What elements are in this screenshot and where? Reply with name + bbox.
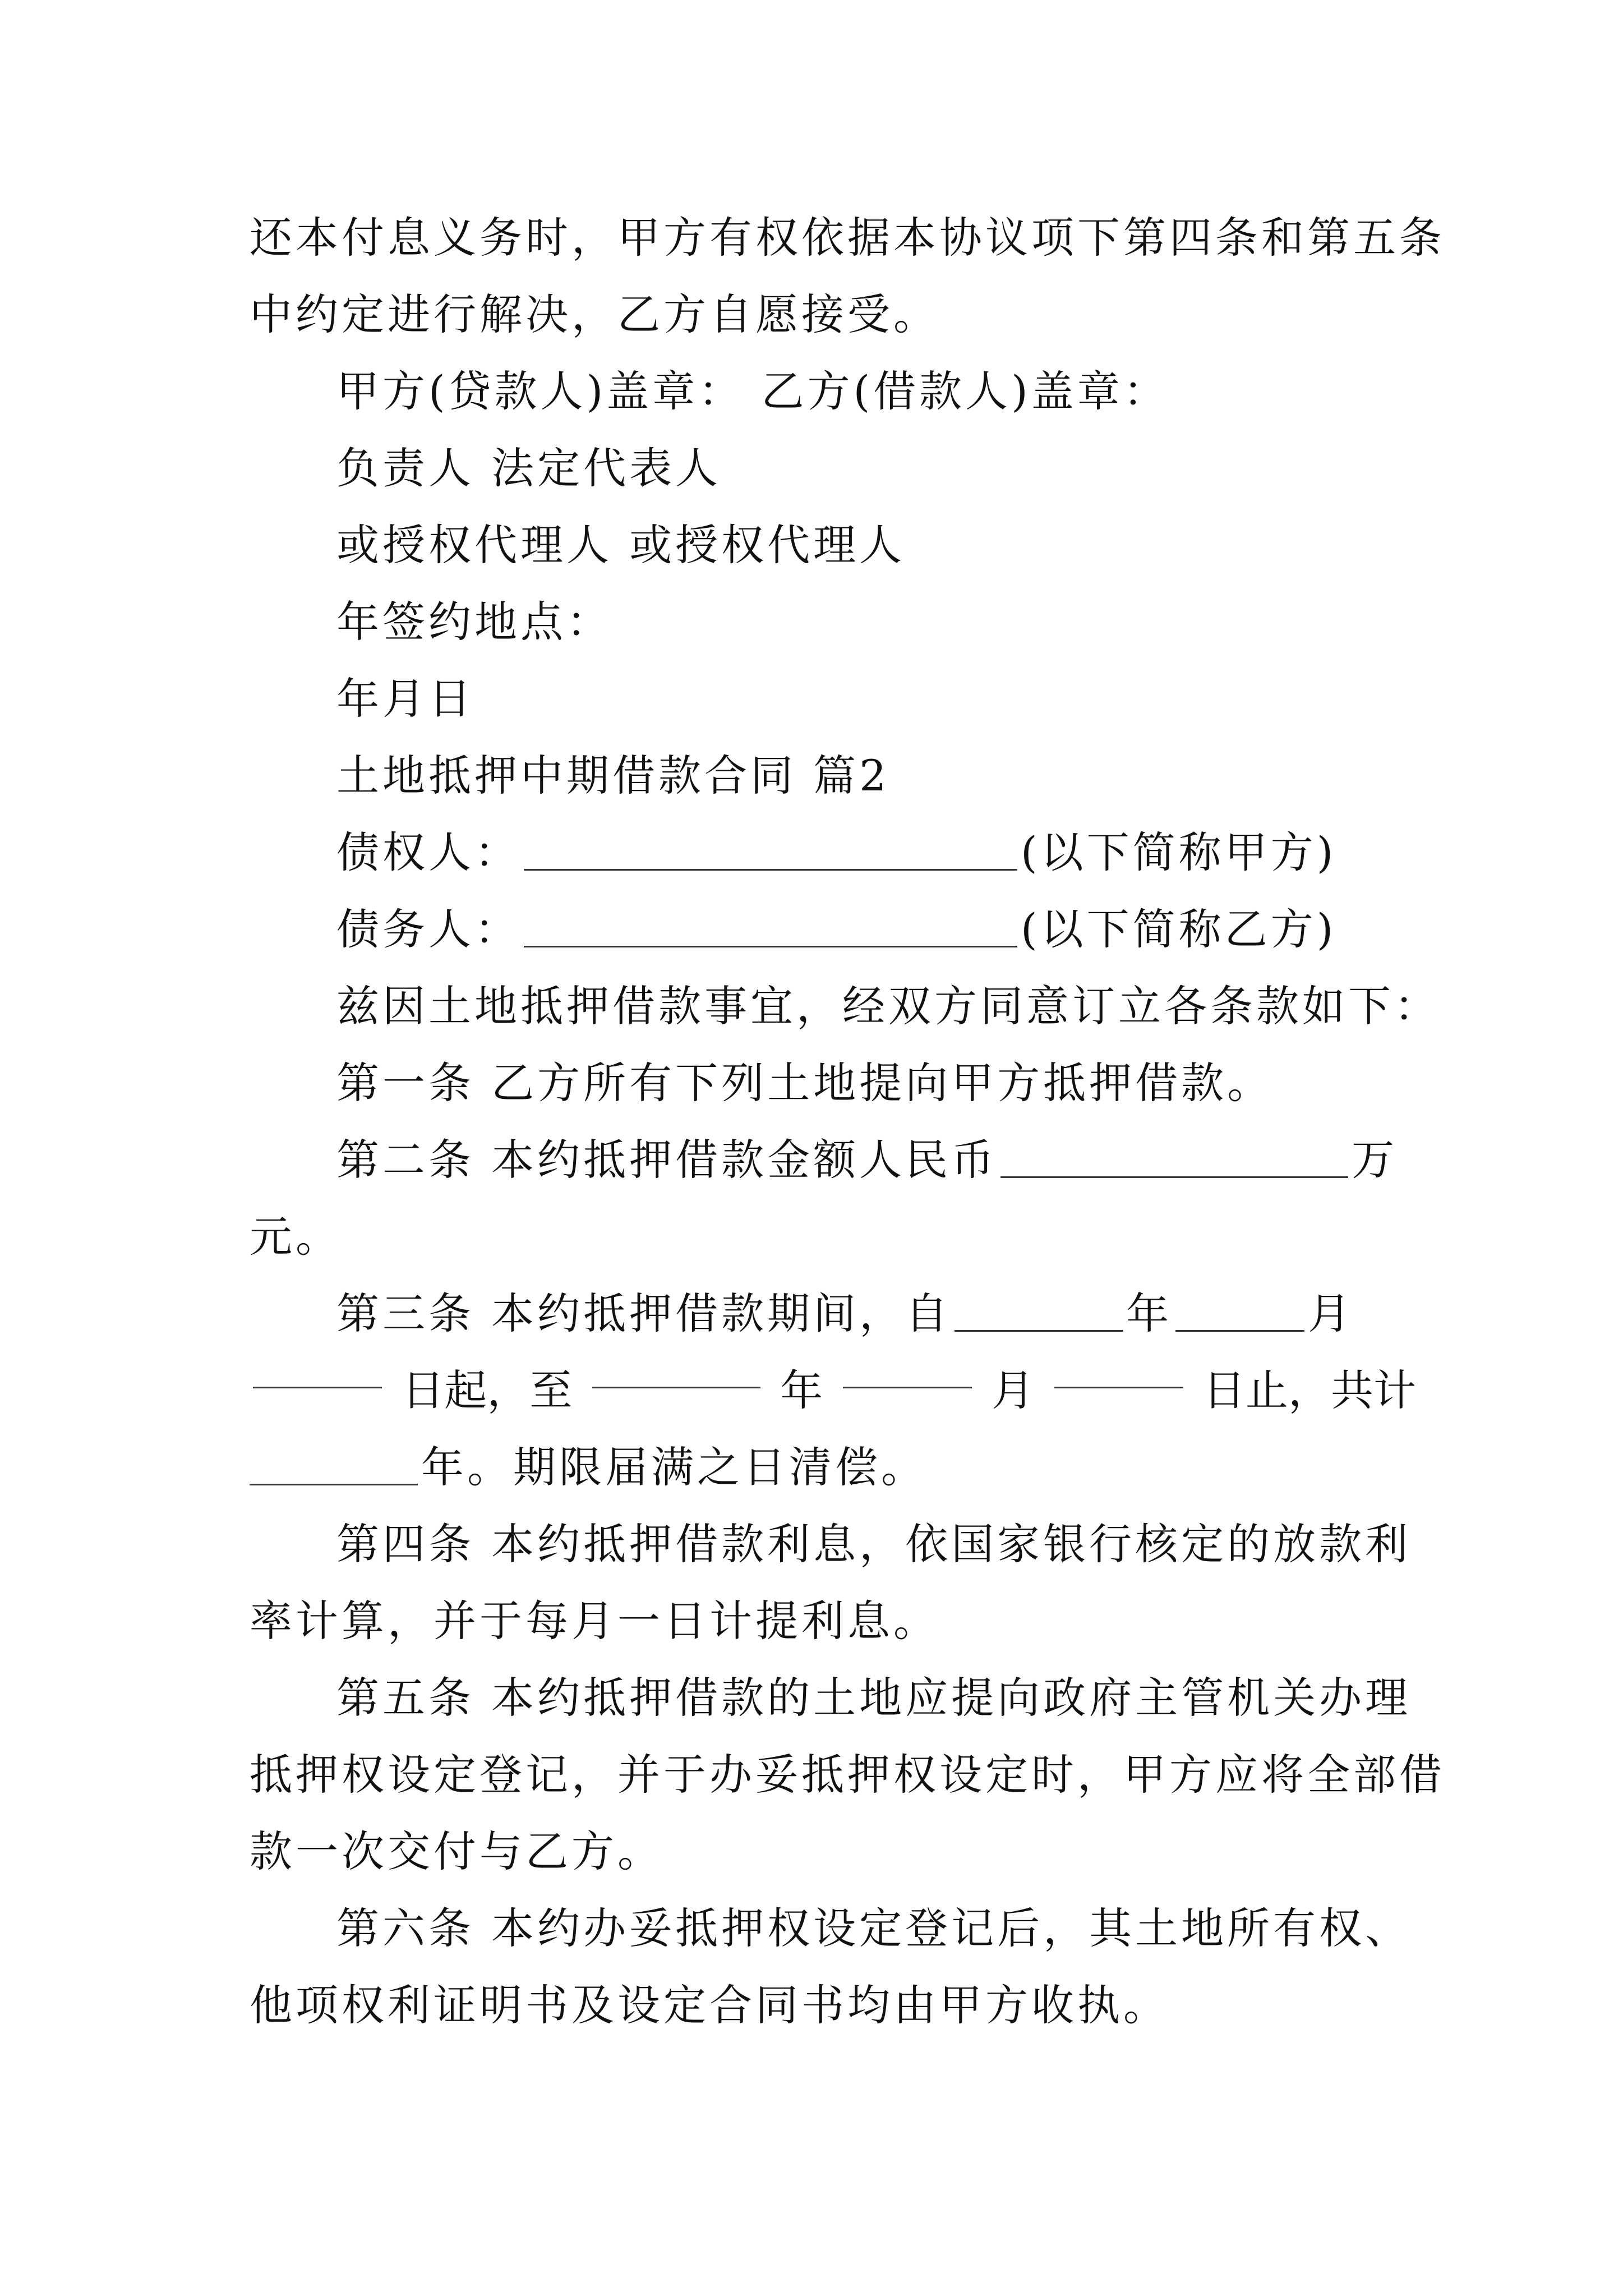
creditor-line [250, 814, 1416, 891]
signature-responsible: 负责人 法定代表人 [336, 443, 722, 493]
signature-parties: 甲方(贷款人)盖章： 乙方(借款人)盖章： [336, 366, 1169, 416]
clause-5-line-1: 第五条 本约抵押借款的土地应提向政府主管机关办理 [336, 1673, 1412, 1723]
end-day-blank [1054, 1352, 1183, 1388]
paragraph-line: 还本付息义务时，甲方有权依据本协议项下第四条和第五条 [250, 213, 1445, 263]
clause-2-unit: 万 [1352, 1135, 1398, 1185]
amount-blank [1000, 1142, 1348, 1178]
clause-3-line-2 [250, 1352, 1416, 1429]
creditor-suffix: (以下简称甲方) [1021, 827, 1337, 877]
signing-date: 年月日 [336, 674, 474, 724]
start-month-blank [1175, 1295, 1304, 1332]
clause-3-year: 年 [1126, 1289, 1173, 1338]
clause-3-end: 年。期限届满之日清偿。 [421, 1442, 927, 1492]
creditor-blank [524, 834, 1017, 871]
clause-3-line-3 [250, 1429, 1416, 1506]
clause-1: 第一条 乙方所有下列土地提向甲方抵押借款。 [336, 1058, 1274, 1108]
clause-2-text: 第二条 本约抵押借款金额人民币 [336, 1135, 998, 1185]
clause-4-line-1: 第四条 本约抵押借款利息，依国家银行核定的放款利 [336, 1519, 1412, 1569]
document-body [250, 199, 1445, 2044]
clause-5-line-3: 款一次交付与乙方。 [250, 1826, 663, 1876]
clause-2-line [250, 1121, 1416, 1198]
debtor-line [250, 891, 1416, 968]
signing-place: 年签约地点： [336, 597, 612, 647]
clause-6-line-2: 他项权利证明书及设定合同书均由甲方收执。 [250, 1980, 1169, 2030]
paragraph-line: 中约定进行解决，乙方自愿接受。 [250, 289, 939, 339]
clause-3-year-2: 年 [780, 1365, 823, 1415]
debtor-suffix: (以下简称乙方) [1021, 904, 1337, 954]
debtor-blank [524, 911, 1017, 947]
clause-3-line-1 [250, 1275, 1416, 1352]
clause-3-text: 第三条 本约抵押借款期间，自 [336, 1289, 952, 1338]
clauses-intro: 兹因土地抵押借款事宜，经双方同意订立各条款如下： [336, 981, 1440, 1031]
start-year-blank [955, 1295, 1123, 1332]
total-years-blank [250, 1449, 418, 1485]
clause-3-month-2: 月 [992, 1365, 1035, 1415]
signature-agent: 或授权代理人 或授权代理人 [336, 520, 906, 570]
clause-4-line-2: 率计算，并于每月一日计提利息。 [250, 1596, 939, 1646]
end-month-blank [843, 1352, 972, 1388]
start-day-blank [253, 1352, 382, 1388]
clause-3-month: 月 [1308, 1289, 1354, 1338]
clause-3-day-to: 日止，共计 [1202, 1365, 1416, 1415]
clause-5-line-2: 抵押权设定登记，并于办妥抵押权设定时，甲方应将全部借 [250, 1750, 1445, 1800]
clause-3-day-from: 日起，至 [402, 1365, 573, 1415]
end-year-blank [592, 1352, 760, 1388]
clause-6-line-1: 第六条 本约办妥抵押权设定登记后，其土地所有权、 [336, 1903, 1412, 1953]
creditor-label: 债权人： [336, 827, 520, 877]
debtor-label: 债务人： [336, 904, 520, 954]
section-title: 土地抵押中期借款合同 篇2 [336, 751, 890, 800]
clause-2-end: 元。 [250, 1212, 342, 1262]
